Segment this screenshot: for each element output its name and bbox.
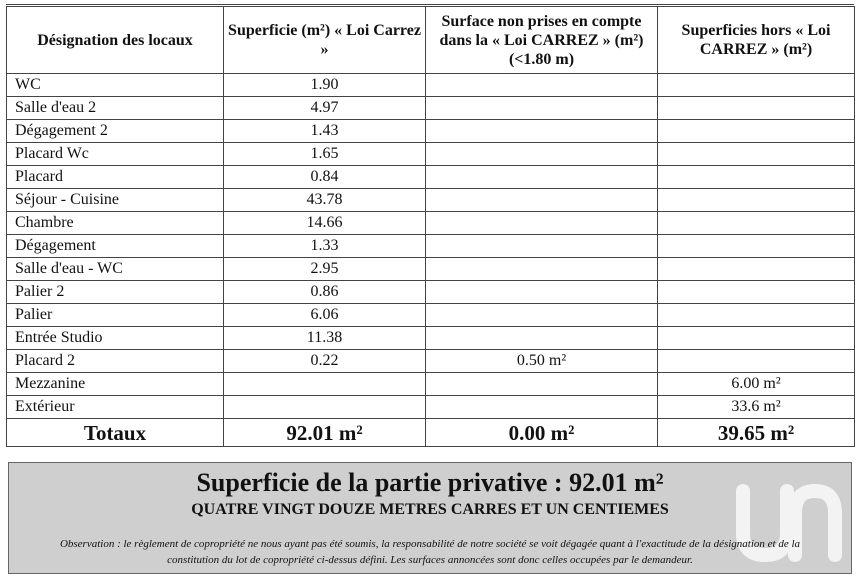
row-hors-carrez xyxy=(658,120,855,143)
totals-non-prises: 0.00 m² xyxy=(426,419,658,447)
table-row xyxy=(7,97,855,120)
row-non-prises: 0.50 m² xyxy=(426,350,658,373)
table-row xyxy=(7,373,855,396)
row-designation: Mezzanine xyxy=(7,373,224,396)
row-hors-carrez xyxy=(658,189,855,212)
row-carrez: 6.06 xyxy=(224,304,426,327)
top-border xyxy=(6,0,854,5)
header-hors-carrez: Superficies hors « Loi CARREZ » (m²) xyxy=(658,7,855,74)
row-designation: Placard xyxy=(7,166,224,189)
row-hors-carrez xyxy=(658,74,855,97)
table-row xyxy=(7,166,855,189)
row-designation: Dégagement 2 xyxy=(7,120,224,143)
totals-hors-carrez: 39.65 m² xyxy=(658,419,855,447)
row-hors-carrez xyxy=(658,166,855,189)
observation-text: Observation : le règlement de copropriété ne nous ayant pas été soumis, la responsabilité de notre société se voit dégagée quant à l'exactitude de la désignation et de la constitution du lot de copropriété ci-dessus défini. Les surfaces annoncées sont donc celles occupées par le demandeur. xyxy=(59,538,801,566)
row-designation: Entrée Studio xyxy=(7,327,224,350)
row-non-prises xyxy=(426,143,658,166)
row-non-prises xyxy=(426,120,658,143)
table-row xyxy=(7,120,855,143)
totals-carrez: 92.01 m² xyxy=(224,419,426,447)
row-designation: Palier 2 xyxy=(7,281,224,304)
summary-in-words: QUATRE VINGT DOUZE METRES CARRES ET UN CENTIEMES xyxy=(191,501,669,518)
table-row xyxy=(7,304,855,327)
table-row xyxy=(7,74,855,97)
row-non-prises xyxy=(426,396,658,419)
row-hors-carrez xyxy=(658,212,855,235)
row-carrez: 1.65 xyxy=(224,143,426,166)
row-designation: WC xyxy=(7,74,224,97)
row-designation: Palier xyxy=(7,304,224,327)
row-non-prises xyxy=(426,74,658,97)
row-non-prises xyxy=(426,166,658,189)
row-designation: Placard 2 xyxy=(7,350,224,373)
table-body xyxy=(7,74,855,419)
totals-row xyxy=(7,419,855,447)
row-hors-carrez xyxy=(658,143,855,166)
row-hors-carrez xyxy=(658,235,855,258)
table-row xyxy=(7,327,855,350)
row-carrez: 0.22 xyxy=(224,350,426,373)
table-row xyxy=(7,212,855,235)
row-hors-carrez xyxy=(658,327,855,350)
header-non-prises: Surface non prises en compte dans la « Loi CARREZ » (m²) (<1.80 m) xyxy=(426,7,658,74)
table-row xyxy=(7,189,855,212)
row-hors-carrez: 33.6 m² xyxy=(658,396,855,419)
summary-box xyxy=(8,462,852,574)
row-carrez: 11.38 xyxy=(224,327,426,350)
summary-title: Superficie de la partie privative : 92.01 m² xyxy=(196,468,664,497)
row-carrez: 43.78 xyxy=(224,189,426,212)
row-designation: Chambre xyxy=(7,212,224,235)
row-non-prises xyxy=(426,327,658,350)
row-non-prises xyxy=(426,97,658,120)
row-carrez: 1.33 xyxy=(224,235,426,258)
totals-label: Totaux xyxy=(7,419,224,447)
row-non-prises xyxy=(426,258,658,281)
row-non-prises xyxy=(426,189,658,212)
row-non-prises xyxy=(426,304,658,327)
row-non-prises xyxy=(426,281,658,304)
table-header-row xyxy=(7,7,855,74)
row-designation: Dégagement xyxy=(7,235,224,258)
row-hors-carrez xyxy=(658,258,855,281)
row-carrez: 4.97 xyxy=(224,97,426,120)
row-hors-carrez xyxy=(658,97,855,120)
row-hors-carrez xyxy=(658,281,855,304)
row-carrez xyxy=(224,396,426,419)
row-designation: Salle d'eau 2 xyxy=(7,97,224,120)
row-hors-carrez xyxy=(658,304,855,327)
row-designation: Salle d'eau - WC xyxy=(7,258,224,281)
row-hors-carrez: 6.00 m² xyxy=(658,373,855,396)
row-carrez: 1.43 xyxy=(224,120,426,143)
row-non-prises xyxy=(426,373,658,396)
table-row xyxy=(7,143,855,166)
row-carrez: 14.66 xyxy=(224,212,426,235)
table-row xyxy=(7,281,855,304)
row-hors-carrez xyxy=(658,350,855,373)
surface-table xyxy=(6,6,855,447)
row-non-prises xyxy=(426,235,658,258)
header-carrez: Superficie (m²) « Loi Carrez » xyxy=(224,7,426,74)
row-designation: Séjour - Cuisine xyxy=(7,189,224,212)
row-carrez xyxy=(224,373,426,396)
row-carrez: 1.90 xyxy=(224,74,426,97)
row-carrez: 0.84 xyxy=(224,166,426,189)
table-row xyxy=(7,258,855,281)
row-designation: Extérieur xyxy=(7,396,224,419)
header-designation: Désignation des locaux xyxy=(7,7,224,74)
row-non-prises xyxy=(426,212,658,235)
table-row xyxy=(7,350,855,373)
row-carrez: 0.86 xyxy=(224,281,426,304)
row-designation: Placard Wc xyxy=(7,143,224,166)
row-carrez: 2.95 xyxy=(224,258,426,281)
table-row xyxy=(7,396,855,419)
table-row xyxy=(7,235,855,258)
